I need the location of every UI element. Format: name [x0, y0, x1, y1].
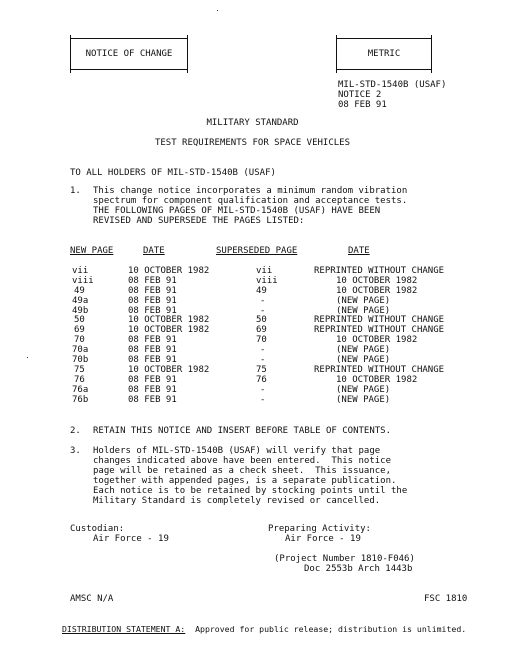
cell-superseded-date: (NEW PAGE) — [336, 305, 391, 316]
col-header-date: DATE — [143, 246, 165, 256]
notice-date: 08 FEB 91 — [338, 100, 387, 110]
cell-superseded-date: (NEW PAGE) — [336, 355, 391, 366]
cell-superseded-date: REPRINTED WITHOUT CHANGE — [314, 364, 445, 375]
cell-date: 08 FEB 91 — [128, 394, 177, 405]
cell-superseded-date: REPRINTED WITHOUT CHANGE — [314, 325, 445, 336]
cell-date: 10 OCTOBER 1982 — [128, 315, 210, 326]
cell-date: 08 FEB 91 — [128, 345, 177, 356]
standard-title: MILITARY STANDARD — [206, 118, 299, 128]
fsc-label: FSC 1810 — [424, 594, 468, 604]
cell-superseded-date: 10 OCTOBER 1982 — [336, 285, 418, 296]
cell-new-page: 49 — [74, 285, 85, 296]
para2-text: RETAIN THIS NOTICE AND INSERT BEFORE TABLE OF CONTENTS. — [93, 426, 392, 436]
distribution-statement — [62, 614, 466, 634]
cell-superseded-page: vii — [256, 266, 273, 276]
distribution-label: DISTRIBUTION STATEMENT A: — [62, 624, 186, 634]
cell-superseded-page: - — [260, 394, 266, 405]
custodian-value: Air Force - 19 — [93, 534, 169, 544]
para3-line: Each notice is to be retained by stocking points until the — [93, 486, 408, 496]
cell-date: 08 FEB 91 — [128, 295, 177, 306]
preparing-activity-value: Air Force - 19 — [285, 534, 361, 544]
cell-new-page: 70 — [74, 335, 85, 346]
distribution-text: Approved for public release; distribution is unlimited. — [195, 624, 467, 634]
cell-superseded-page: 49 — [256, 285, 267, 296]
para1-line: spectrum for component qualification and acceptance tests. — [93, 196, 408, 206]
cell-new-page: 70b — [72, 355, 89, 366]
scan-speck — [217, 10, 218, 11]
project-number: (Project Number 1810-F046) — [274, 554, 415, 564]
doc-arch: Doc 2553b Arch 1443b — [304, 564, 413, 574]
cell-superseded-date: 10 OCTOBER 1982 — [336, 275, 418, 286]
para3-line: together with appended pages, is a separate publication. — [93, 476, 397, 486]
cell-date: 08 FEB 91 — [128, 374, 177, 385]
col-header-new-page: NEW PAGE — [70, 246, 114, 256]
cell-superseded-date: 10 OCTOBER 1982 — [336, 374, 418, 385]
para1-number: 1. — [70, 186, 81, 196]
notice-of-change-label: NOTICE OF CHANGE — [85, 49, 173, 59]
cell-date: 08 FEB 91 — [128, 285, 177, 296]
cell-superseded-page: - — [260, 295, 266, 306]
cell-superseded-page: 76 — [256, 374, 267, 385]
cell-new-page: 49a — [72, 295, 89, 306]
notice-of-change-box — [70, 38, 188, 70]
cell-new-page: 76a — [72, 384, 89, 395]
cell-date: 08 FEB 91 — [128, 335, 177, 346]
para1-line: REVISED AND SUPERSEDE THE PAGES LISTED: — [93, 216, 305, 226]
cell-new-page: 69 — [74, 325, 85, 336]
cell-date: 10 OCTOBER 1982 — [128, 325, 210, 336]
cell-new-page: 75 — [74, 364, 85, 375]
cell-superseded-page: - — [260, 355, 266, 366]
para3-line: page will be retained as a check sheet. This issuance, — [93, 466, 392, 476]
cell-superseded-date: 10 OCTOBER 1982 — [336, 335, 418, 346]
para3-line: changes indicated above have been entered. This notice — [93, 456, 392, 466]
cell-superseded-date: REPRINTED WITHOUT CHANGE — [314, 266, 445, 276]
amsc-label: AMSC N/A — [70, 594, 114, 604]
cell-date: 10 OCTOBER 1982 — [128, 266, 210, 276]
doc-id: MIL-STD-1540B (USAF) — [338, 80, 447, 90]
cell-new-page: 49b — [72, 305, 89, 316]
cell-superseded-page: 70 — [256, 335, 267, 346]
custodian-label: Custodian: — [70, 524, 125, 534]
metric-box — [336, 38, 432, 70]
cell-new-page: vii — [72, 266, 89, 276]
cell-new-page: 76b — [72, 394, 89, 405]
para3-line: Military Standard is completely revised or cancelled. — [93, 496, 381, 506]
cell-date: 08 FEB 91 — [128, 275, 177, 286]
cell-superseded-page: - — [260, 345, 266, 356]
para1-line: This change notice incorporates a minimum random vibration — [93, 186, 408, 196]
para2-number: 2. — [70, 426, 81, 436]
cell-new-page: viii — [72, 275, 94, 286]
cell-superseded-page: 69 — [256, 325, 267, 336]
col-header-superseded-page: SUPERSEDED PAGE — [216, 246, 298, 256]
cell-superseded-date: (NEW PAGE) — [336, 394, 391, 405]
preparing-activity-label: Preparing Activity: — [268, 524, 371, 534]
cell-new-page: 50 — [74, 315, 85, 326]
cell-date: 10 OCTOBER 1982 — [128, 364, 210, 375]
para3-line: Holders of MIL-STD-1540B (USAF) will verify that page — [93, 446, 381, 456]
notice-number: NOTICE 2 — [338, 90, 382, 100]
cell-date: 08 FEB 91 — [128, 305, 177, 316]
col-header-superseded-date: DATE — [348, 246, 370, 256]
cell-new-page: 70a — [72, 345, 89, 356]
metric-label: METRIC — [367, 49, 401, 59]
cell-superseded-page: 75 — [256, 364, 267, 375]
cell-superseded-page: 50 — [256, 315, 267, 326]
cell-superseded-date: (NEW PAGE) — [336, 295, 391, 306]
cell-date: 08 FEB 91 — [128, 384, 177, 395]
para3-number: 3. — [70, 446, 81, 456]
cell-date: 08 FEB 91 — [128, 355, 177, 366]
cell-superseded-page: viii — [256, 275, 278, 286]
para1-line: THE FOLLOWING PAGES OF MIL-STD-1540B (USAF) HAVE BEEN — [93, 206, 381, 216]
cell-superseded-date: (NEW PAGE) — [336, 384, 391, 395]
subject-title: TEST REQUIREMENTS FOR SPACE VEHICLES — [154, 138, 351, 148]
cell-superseded-page: - — [260, 305, 266, 316]
cell-superseded-date: (NEW PAGE) — [336, 345, 391, 356]
scan-speck — [27, 357, 28, 358]
cell-new-page: 76 — [74, 374, 85, 385]
addressee: TO ALL HOLDERS OF MIL-STD-1540B (USAF) — [70, 168, 276, 178]
cell-superseded-date: REPRINTED WITHOUT CHANGE — [314, 315, 445, 326]
cell-superseded-page: - — [260, 384, 266, 395]
